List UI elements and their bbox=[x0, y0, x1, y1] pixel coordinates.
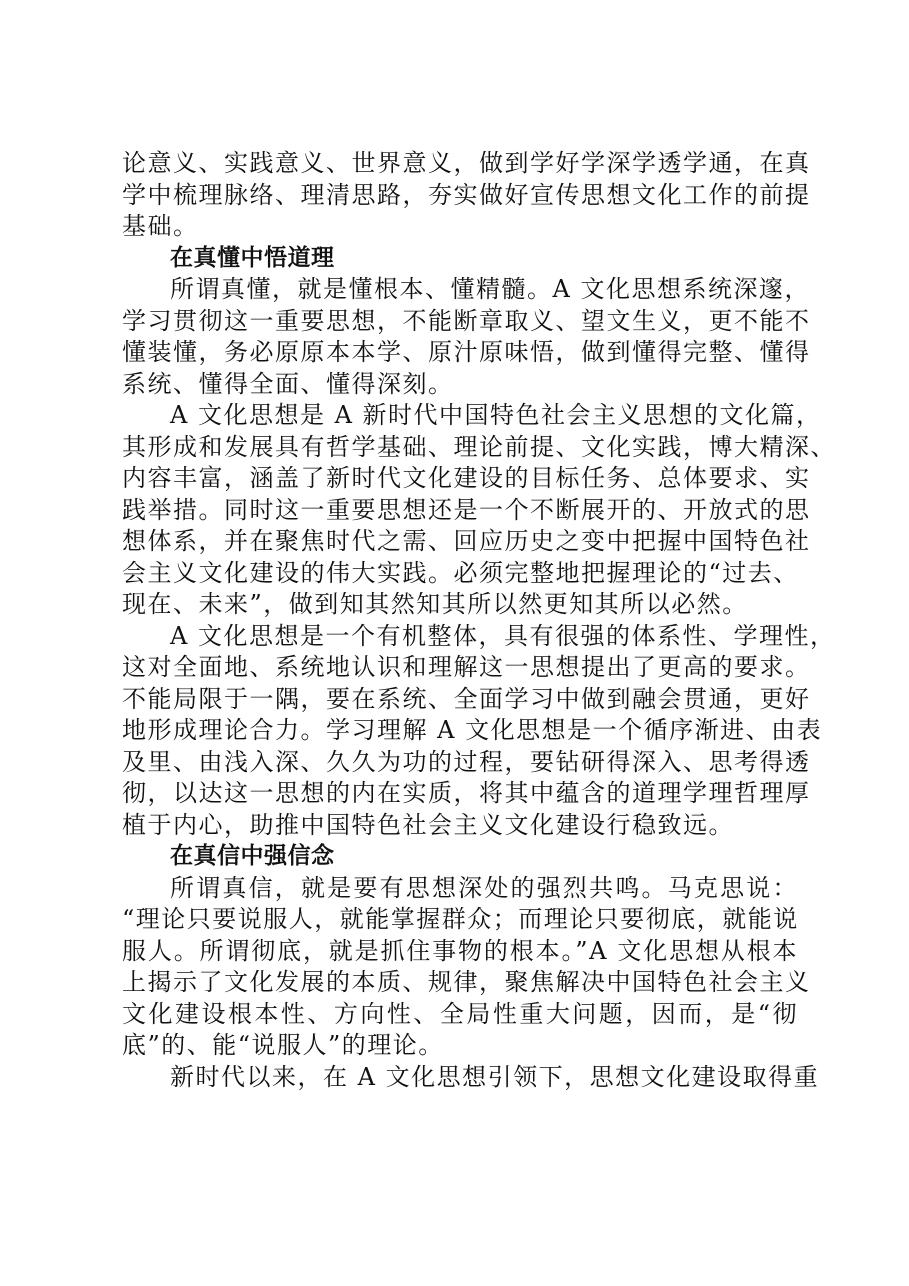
paragraph-line: 所谓真信，就是要有思想深处的强烈共鸣。马克思说： bbox=[170, 873, 798, 902]
paragraph-line: 会主义文化建设的伟大实践。必须完整地把握理论的“过去、 bbox=[122, 558, 799, 587]
paragraph-line: 基础。 bbox=[122, 212, 199, 240]
paragraph-line: 其形成和发展具有哲学基础、理论前提、文化实践，博大精深、 bbox=[122, 432, 836, 461]
section-heading: 在真信中强信念 bbox=[170, 843, 335, 869]
paragraph-line: 这对全面地、系统地认识和理解这一思想提出了更高的要求。 bbox=[122, 653, 811, 681]
paragraph-line: 学习贯彻这一重要思想，不能断章取义、望文生义，更不能不 bbox=[122, 306, 811, 335]
paragraph-line: 所谓真懂，就是懂根本、懂精髓。A 文化思想系统深邃， bbox=[170, 275, 810, 303]
paragraph-line: 及里、由浅入深、久久为功的过程，要钻研得深入、思考得透 bbox=[122, 747, 811, 776]
paragraph-line: “理论只要说服人，就能掌握群众；而理论只要彻底，就能说 bbox=[122, 905, 799, 933]
paragraph-line: 想体系，并在聚焦时代之需、回应历史之变中把握中国特色社 bbox=[122, 527, 811, 555]
paragraph-line: 文化建设根本性、方向性、全局性重大问题，因而，是“彻 bbox=[122, 999, 798, 1028]
paragraph-line: 彻，以达这一思想的内在实质，将其中蕴含的道理学理哲理厚 bbox=[122, 779, 811, 807]
document-body bbox=[122, 148, 836, 1093]
paragraph-line: 系统、懂得全面、懂得深刻。 bbox=[122, 369, 454, 398]
paragraph-line: 地形成理论合力。学习理解 A 文化思想是一个循序渐进、由表 bbox=[122, 716, 823, 744]
paragraph-line: 服人。所谓彻底，就是抓住事物的根本。”A 文化思想从根本 bbox=[122, 936, 798, 965]
paragraph-line: A 文化思想是 A 新时代中国特色社会主义思想的文化篇， bbox=[170, 401, 822, 429]
paragraph-line: 现在、未来”，做到知其然知其所以然更知其所以必然。 bbox=[122, 590, 748, 618]
paragraph-line: 植于内心，助推中国特色社会主义文化建设行稳致远。 bbox=[122, 810, 734, 839]
paragraph-line: 践举措。同时这一重要思想还是一个不断展开的、开放式的思 bbox=[122, 495, 811, 524]
paragraph-line: 学中梳理脉络、理清思路，夯实做好宣传思想文化工作的前提 bbox=[122, 180, 811, 209]
paragraph-line: 上揭示了文化发展的本质、规律，聚焦解决中国特色社会主义 bbox=[122, 968, 811, 996]
paragraph-line: 论意义、实践意义、世界意义，做到学好学深学透学通，在真 bbox=[122, 149, 811, 177]
paragraph-line: 懂装懂，务必原原本本学、原汁原味悟，做到懂得完整、懂得 bbox=[122, 338, 811, 366]
section-heading: 在真懂中悟道理 bbox=[170, 244, 335, 271]
paragraph-line: 不能局限于一隅，要在系统、全面学习中做到融会贯通，更好 bbox=[122, 684, 811, 713]
paragraph-line: 新时代以来，在 A 文化思想引领下，思想文化建设取得重 bbox=[170, 1062, 820, 1091]
paragraph-line: A 文化思想是一个有机整体，具有很强的体系性、学理性， bbox=[170, 621, 836, 650]
paragraph-line: 底”的、能“说服人”的理论。 bbox=[122, 1031, 444, 1059]
paragraph-line: 内容丰富，涵盖了新时代文化建设的目标任务、总体要求、实 bbox=[122, 464, 811, 492]
